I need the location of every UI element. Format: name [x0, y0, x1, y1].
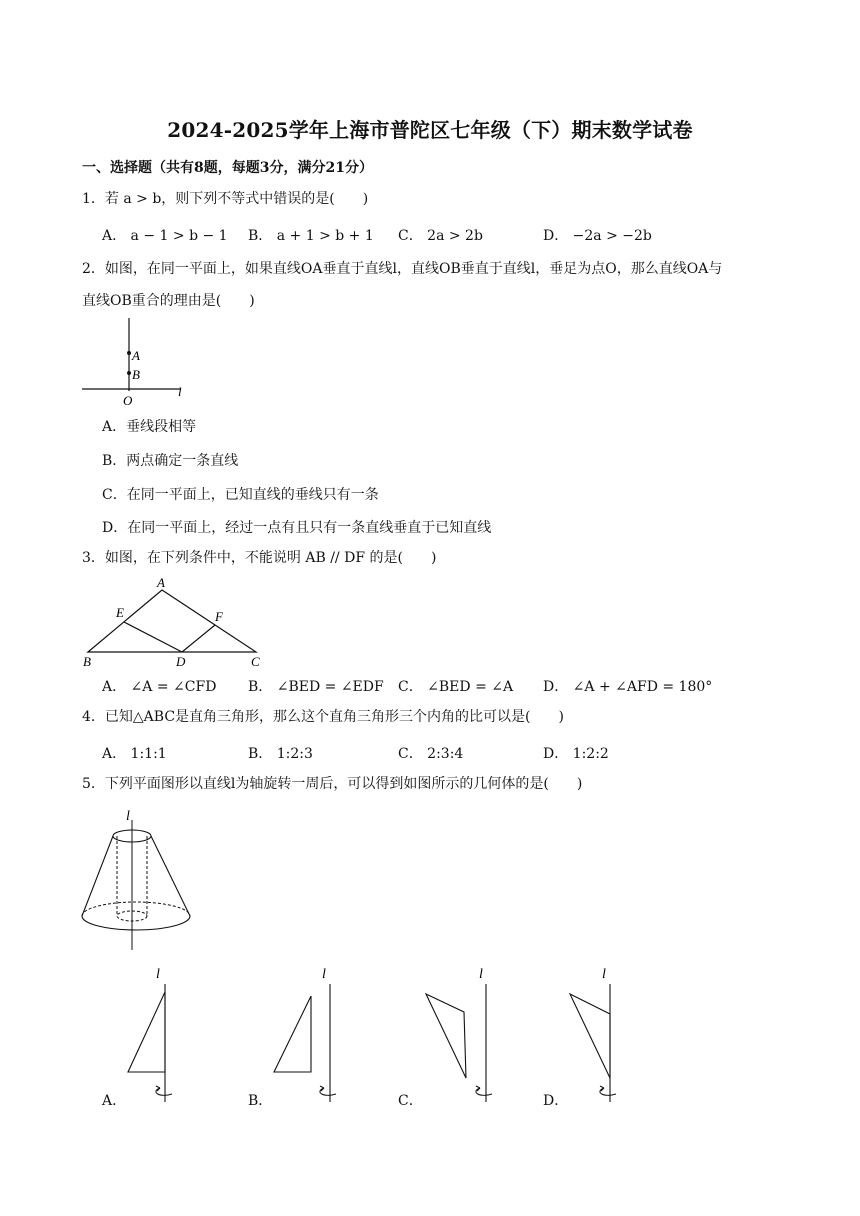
exam-title: 2024-2025学年上海市普陀区七年级（下）期末数学试卷: [167, 118, 693, 142]
question-1-stem: 1．若 a > b，则下列不等式中错误的是( ): [82, 191, 369, 207]
q2-option-b: B．两点确定一条直线: [102, 453, 239, 469]
q4-option-a: A． 1:1:1: [102, 746, 167, 762]
label-c: C: [251, 654, 260, 669]
question-4-stem: 4．已知△ABC是直角三角形，那么这个直角三角形三个内角的比可以是( ): [82, 709, 564, 725]
label-a: A: [132, 348, 140, 363]
q2-figure: [80, 316, 200, 408]
label-o: O: [123, 393, 133, 408]
q5-option-a-figure: [120, 962, 182, 1106]
q3-option-c: C． ∠BED = ∠A: [398, 679, 514, 695]
q2-option-d: D．在同一平面上，经过一点有且只有一条直线垂直于已知直线: [102, 520, 492, 536]
q5-option-c-figure: [418, 962, 498, 1106]
label-d: D: [176, 654, 186, 669]
section-heading: 一、选择题（共有8题，每题3分，满分21分）: [82, 160, 373, 176]
label-l: l: [178, 384, 182, 399]
label-a: A: [157, 575, 165, 590]
q1-option-b: B． a + 1 > b + 1: [248, 228, 374, 244]
q1-option-d: D． −2a > −2b: [543, 228, 652, 244]
segment-df: [182, 625, 215, 652]
label-b: B: [132, 367, 140, 382]
axis-label-d: l: [602, 967, 606, 982]
question-2-stem-line2: 直线OB重合的理由是( ): [82, 293, 255, 309]
q3-option-a: A． ∠A = ∠CFD: [102, 679, 217, 695]
q5-option-d: D．: [543, 1093, 569, 1109]
q2-option-a: A．垂线段相等: [102, 419, 197, 435]
q2-option-c: C．在同一平面上，已知直线的垂线只有一条: [102, 487, 379, 503]
q5-solid-figure: [78, 806, 198, 952]
question-3-stem: 3．如图，在下列条件中，不能说明 AB // DF 的是( ): [82, 550, 437, 566]
axis-label-a: l: [156, 967, 160, 982]
axis-label-c: l: [479, 967, 483, 982]
q5-option-b: B．: [248, 1093, 273, 1109]
q3-option-d: D． ∠A + ∠AFD = 180°: [543, 679, 713, 695]
q4-option-b: B． 1:2:3: [248, 746, 313, 762]
q4-option-d: D． 1:2:2: [543, 746, 609, 762]
point-b: [127, 371, 131, 375]
q5-option-c: C．: [398, 1093, 423, 1109]
q4-option-c: C． 2:3:4: [398, 746, 464, 762]
triangle-abc: [88, 590, 256, 652]
q5-option-b-figure: [266, 962, 346, 1106]
question-5-stem: 5．下列平面图形以直线l为轴旋转一周后，可以得到如图所示的几何体的是( ): [82, 776, 583, 792]
q1-option-c: C． 2a > 2b: [398, 228, 483, 244]
label-f: F: [215, 609, 223, 624]
q5-option-a: A．: [102, 1093, 127, 1109]
question-2-stem-line1: 2．如图，在同一平面上，如果直线OA垂直于直线l，直线OB垂直于直线l，垂足为点O，那么直线OA与: [82, 261, 723, 277]
axis-label-b: l: [322, 967, 326, 982]
label-b: B: [83, 654, 91, 669]
q3-option-b: B． ∠BED = ∠EDF: [248, 679, 384, 695]
label-e: E: [116, 605, 124, 620]
q5-option-d-figure: [562, 962, 642, 1106]
point-a: [127, 351, 131, 355]
axis-label: l: [126, 809, 130, 824]
q3-figure: [78, 574, 268, 670]
segment-ed: [124, 622, 182, 652]
q1-option-a: A． a − 1 > b − 1: [102, 228, 228, 244]
